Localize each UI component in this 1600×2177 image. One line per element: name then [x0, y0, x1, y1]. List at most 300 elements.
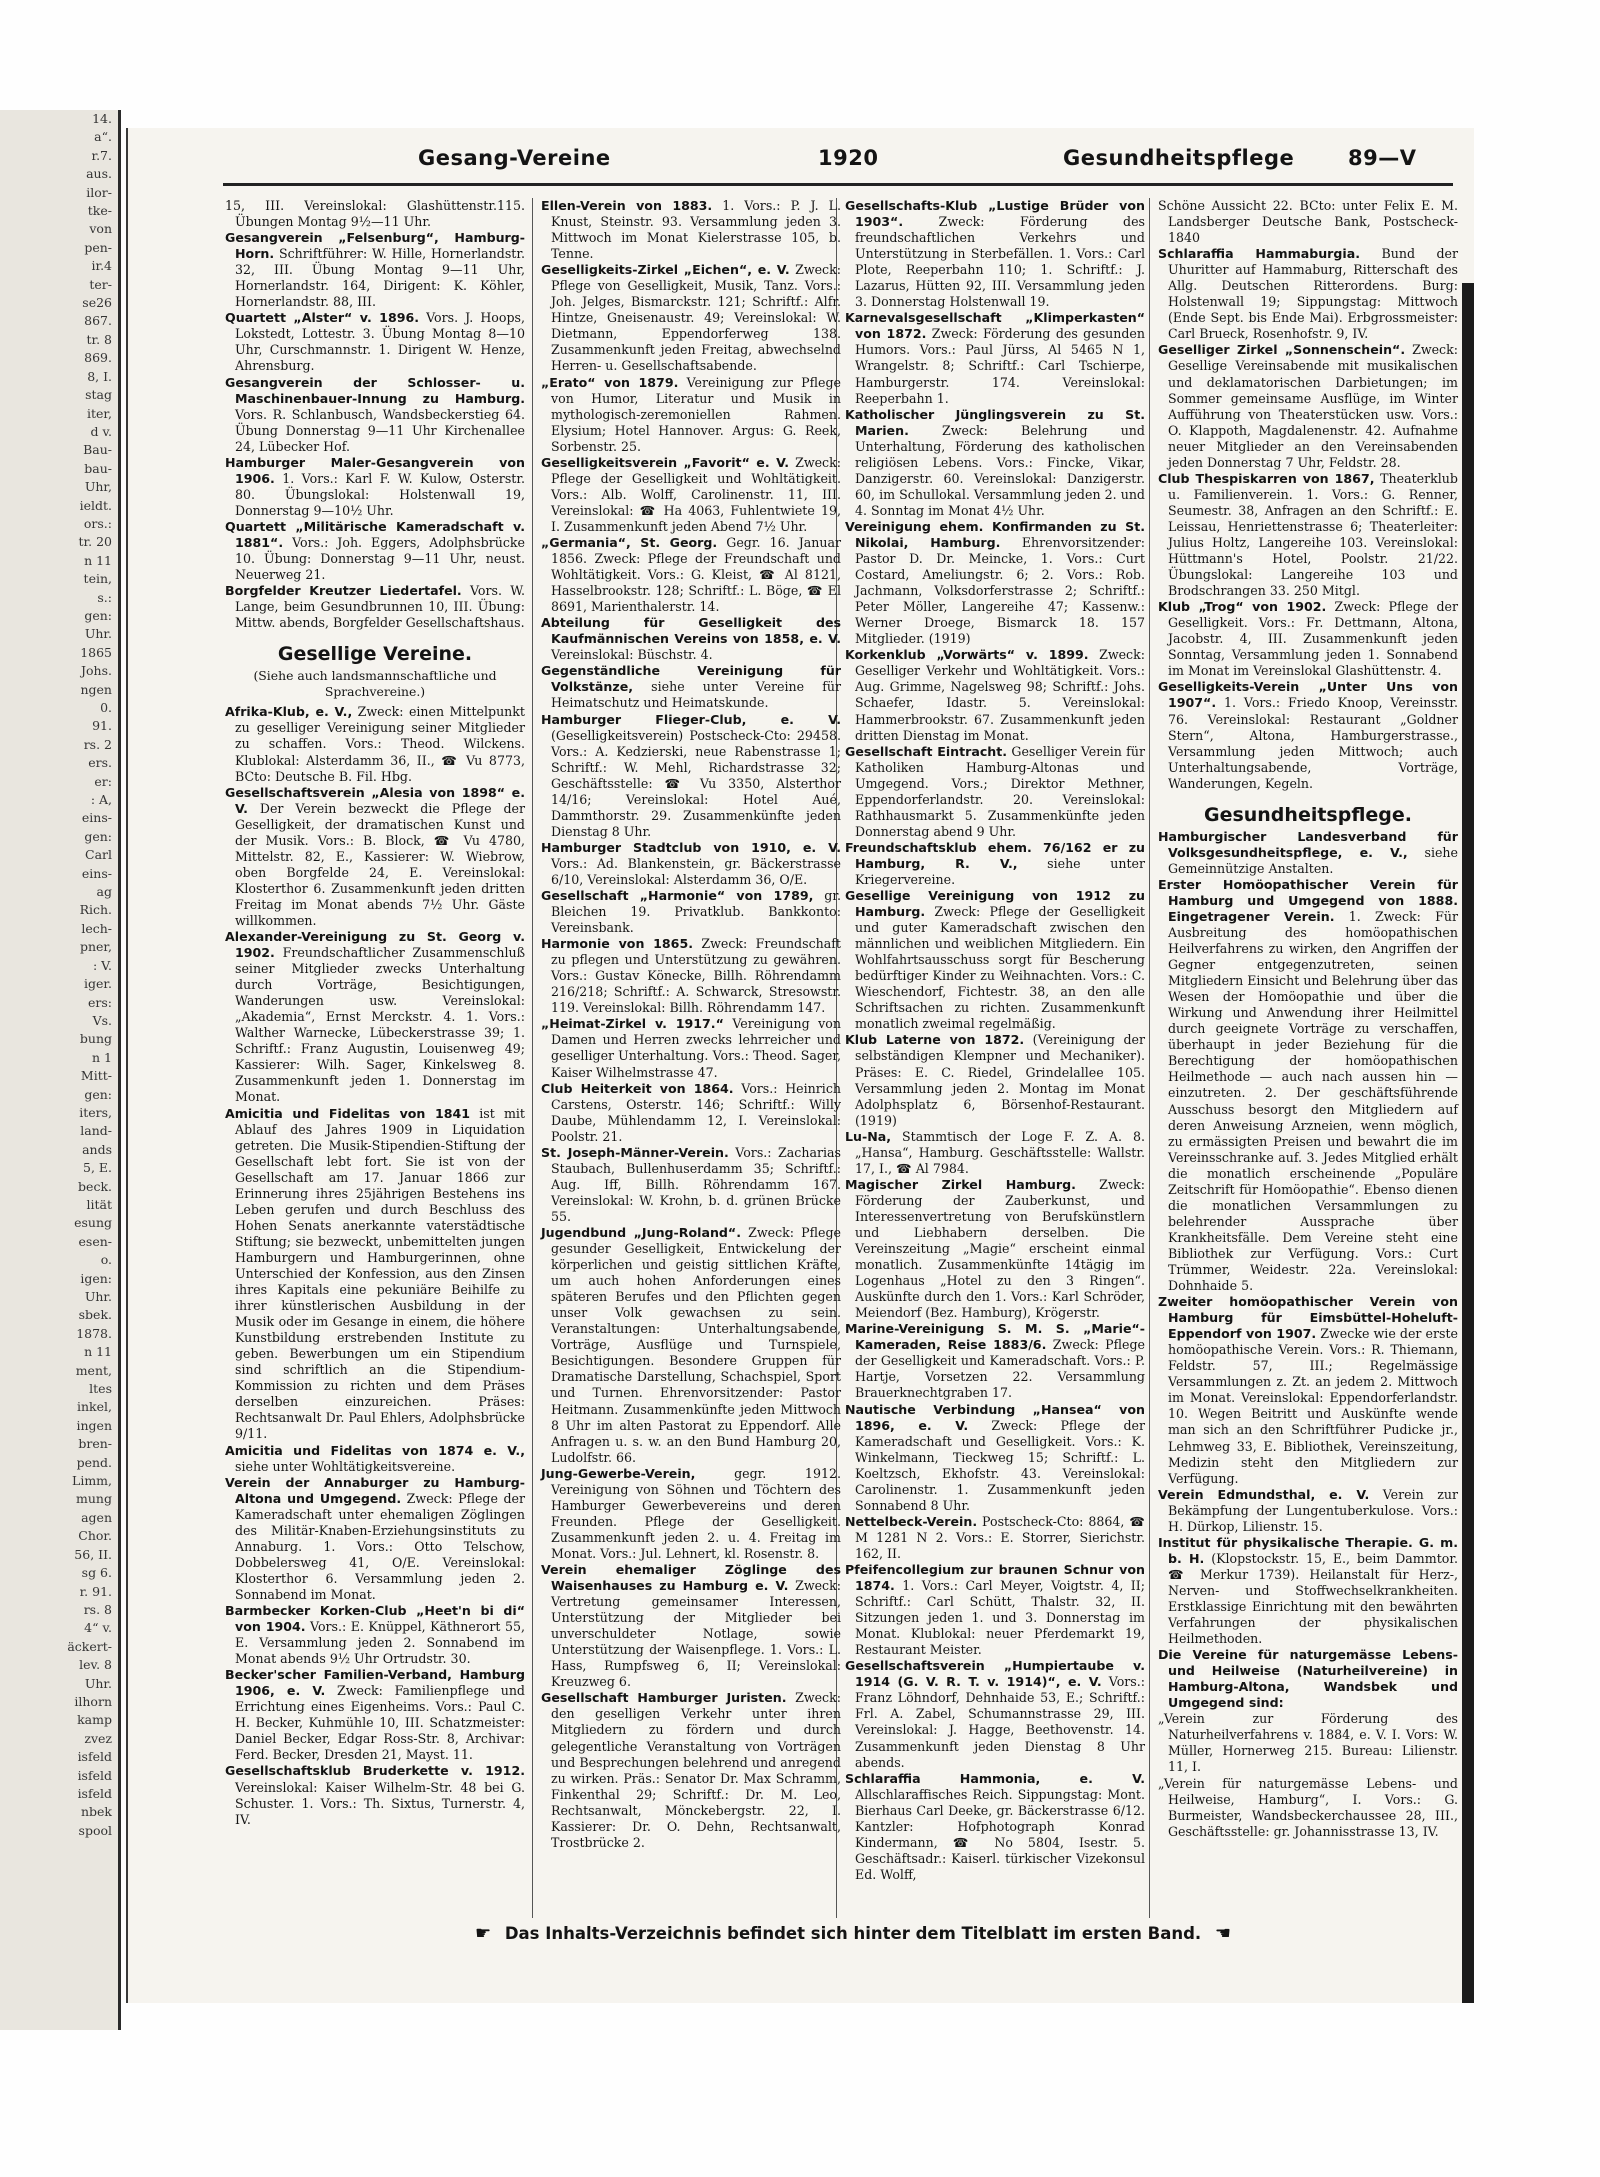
directory-entry	[225, 929, 525, 1106]
gutter-text-fragment: n 1	[92, 1049, 112, 1065]
entry-name: Geselligkeits-Zirkel „Eichen“, e. V.	[541, 262, 790, 278]
gutter-text-fragment: isfeld	[77, 1785, 112, 1801]
entry-text: Zweck: Gesellige Vereinsabende mit musikalischen und deklamatorischen Darbietungen; im Sommer gemeinsame Ausflüge, im Winter Aufführung von Theaterstücken usw. Vors.: O. Klappoth, Magdalenenstr. 42. Aufnahme neuer Mitglieder an den Vereinsabenden jeden Donnerstag 7 Uhr, Feldstr. 28.	[1168, 342, 1458, 470]
entry-text: Zweck: Pflege der Geselligkeit und guter Kameradschaft zwischen den männlichen und weiblichen Mitgliedern. Ein Wohlfahrtsausschuss sorgt für Bescherung bedürftiger Kinder zu Weihnachten. Vors.: C. Wieschendorf, Fichtestr. 38, an den alle Schriftsachen zu richten. Zusammenkunft monatlich zweimal regelmäßig.	[855, 904, 1145, 1032]
entry-name: Gesellschaftsklub Bruderkette v. 1912.	[225, 1763, 525, 1779]
gutter-text-fragment: agen	[81, 1509, 112, 1525]
entry-name: Amicitia und Fidelitas von 1874 e. V.,	[225, 1442, 525, 1458]
gutter-text-fragment: o.	[100, 1252, 112, 1268]
entry-text: Vereinslokal: Kaiser Wilhelm-Str. 48 bei G. Schuster. 1. Vors.: Th. Sixtus, Turnerstr. 4, IV.	[235, 1779, 525, 1827]
entry-name: Jugendbund „Jung-Roland“.	[541, 1225, 741, 1240]
directory-entry	[541, 375, 841, 455]
directory-entry	[541, 712, 841, 840]
directory-entry	[845, 1771, 1145, 1883]
entry-name: Gesellschafts-Klub „Lustige Brüder von 1903“.	[845, 198, 1145, 230]
directory-entry	[1158, 599, 1458, 679]
gutter-text-fragment: Limm,	[72, 1473, 112, 1489]
entry-name: Freundschaftsklub ehem. 76/162 er zu Hamburg, R. V.,	[845, 839, 1145, 871]
gutter-text-fragment: beck.	[78, 1178, 112, 1194]
page-header	[128, 146, 1458, 186]
entry-name: Hamburger Flieger-Club, e. V.	[541, 711, 841, 727]
entry-name: Borgfelder Kreutzer Liedertafel.	[225, 583, 462, 599]
gutter-text-fragment: Vs.	[92, 1012, 112, 1028]
entry-text: Vors. J. Hoops, Lokstedt, Lottestr. 3. Übung Montag 8—10 Uhr, Curschmannstr. 1. Dirigent W. Henze, Ahrensburg.	[235, 310, 526, 374]
gutter-text-fragment: gen:	[84, 607, 112, 623]
entry-name: Gesellschaft Hamburger Juristen.	[541, 1690, 787, 1706]
entry-name: Afrika-Klub, e. V.,	[225, 704, 353, 720]
gutter-text-fragment: lev. 8	[79, 1657, 112, 1673]
gutter-text-fragment: ngen	[80, 681, 112, 697]
gutter-text-fragment: 56, II.	[74, 1546, 112, 1562]
gutter-text-fragment: Johs.	[81, 663, 112, 679]
directory-entry	[845, 198, 1145, 310]
gutter-text-fragment: 8, I.	[87, 368, 112, 384]
gutter-text-fragment: bren-	[78, 1436, 112, 1452]
gutter-text-fragment: 5, E.	[83, 1160, 112, 1176]
directory-entry	[845, 1402, 1145, 1514]
directory-entry	[225, 1475, 525, 1603]
entry-name: Barmbecker Korken-Club „Heet'n bi di“ von 1904.	[225, 1602, 525, 1635]
directory-entry	[225, 519, 525, 583]
entry-text: Zwecke wie der erste homöopathische Verein. Vors.: R. Thiemann, Feldstr. 57, III.; Regelmässige Versammlungen z. Zt. an jedem 2. Mittwoch im Monat. Vereinslokal: Eppendorferlandstr. 10. Wegen Beitritt und Auskünfte wende man sich an den Schriftführer Pudicke jr., Lehmweg 33, E. Bibliothek, Vereinszeitung, Medizin steht den Mitgliedern zur Verfügung.	[1168, 1326, 1458, 1486]
entry-text: Vors.: Franz Löhndorf, Dehnhaide 53, E.; Schriftf.: Frl. A. Zabel, Schumannstrasse 29, III. Vereinslokal: J. Hagge, Beethovenstr. 14. Zusammenkunft jeden Dienstag 8 Uhr abends.	[855, 1674, 1145, 1770]
entry-text: gegr. 1912. Vereinigung von Söhnen und Töchtern des Hamburger Gewerbevereins und deren Freunden. Pflege der Geselligkeit. Zusammenkunft jeden 2. u. 4. Freitag im Monat. Vors.: Jul. Lehnert, kl. Rosenstr. 8.	[551, 1465, 841, 1561]
directory-entry	[845, 840, 1145, 888]
gutter-text-fragment: Carl	[85, 847, 112, 863]
gutter-text-fragment: äckert-	[67, 1638, 112, 1654]
gutter-text-fragment: s.:	[97, 589, 112, 605]
header-left-title: Gesang-Vereine	[418, 146, 611, 170]
gutter-text-fragment: esen-	[78, 1233, 112, 1249]
entry-text: Zweck: den geselligen Verkehr unter ihren Mitgliedern zu fördern und durch gelegentliche Veranstaltung von Vorträgen und Besprechungen belehrend und anregend zu wirken. Präs.: Senator Dr. Max Schramm, Finkenthal 29; Schriftf.: Dr. M. Leo, Rechtsanwalt, Mönckebergstr. 22, I. Kassierer: Dr. O. Dehn, Rechtsanwalt, Trostbrücke 2.	[551, 1690, 841, 1850]
gutter-text-fragment: spool	[78, 1822, 112, 1838]
gutter-text-fragment: tein,	[83, 571, 112, 587]
directory-entry	[541, 1016, 841, 1080]
directory-entry	[845, 647, 1145, 743]
directory-entry	[541, 840, 841, 888]
directory-entry	[541, 663, 841, 711]
gutter-text-fragment: nbek	[80, 1804, 112, 1820]
entry-name: Institut für physikalische Therapie. G. m. b. H.	[1158, 1534, 1458, 1566]
directory-entry	[845, 1658, 1145, 1770]
entry-text: Vereinigung von Damen und Herren zwecks lehrreicher und geselliger Unterhaltung. Vors.: Theod. Sager, Kaiser Wilhelmstrasse 47.	[551, 1016, 841, 1080]
directory-entry	[1158, 877, 1458, 1294]
directory-entry	[845, 1129, 1145, 1177]
entry-text: Zweck: Förderung des gesunden Humors. Vors.: Paul Jürss, Al 5465 N 1, Wrangelstr. 8; Schriftf.: Carl Tschierpe, Hamburgerstr. 174. Vereinslokal: Reeperbahn 1.	[855, 326, 1145, 406]
directory-entry	[845, 1032, 1145, 1128]
directory-entry	[845, 310, 1145, 406]
gutter-text-fragment: land-	[80, 1123, 112, 1139]
header-right-title: Gesundheitspflege	[1063, 146, 1295, 170]
entry-name: Katholischer Jünglingsverein zu St. Marien.	[845, 406, 1145, 438]
entry-text: Vors.: Zacharias Staubach, Bullenhuserdamm 35; Schriftf.: Aug. Iff, Billh. Röhrendamm 167. Vereinslokal: W. Krohn, b. d. grünen Brücke 55.	[551, 1144, 841, 1224]
entry-text: Zweck: Familienpflege und Errichtung eines Eigenheims. Vors.: Paul C. H. Becker, Kuhmühle 10, III. Schatzmeister: Daniel Becker, Edgar Ross-Str. 8, Archivar: Ferd. Becker, Dresden 21, Mayst. 11.	[235, 1683, 525, 1763]
gutter-text-fragment: stag	[85, 387, 112, 403]
gutter-text-fragment: 869.	[84, 350, 112, 366]
gutter-text-fragment: a“.	[94, 129, 112, 145]
entry-text: ist mit Ablauf des Jahres 1909 in Liquidation getreten. Die Musik-Stipendien-Stiftung der Gesellschaft lebt fort. Sie ist von der Gesellschaft am 17. Januar 1866 zur Erinnerung ihres 25jährigen Bestehens ins Leben gerufen und durch Beschluss des Hohen Senats anerkannte vaterstädtische Stiftung; sie bezweckt, unbemittelten jungen Hamburgern und Hamburgerinnen, ohne Unterschied der Konfession, aus den Zinsen ihres Kapitals eine pekuniäre Beihilfe zu ihrer künstlerischen Ausbildung in der Musik oder im Gesange in einem, die höhere Kunstbildung erstrebenden Institute zu geben. Bewerbungen um ein Stipendium sind schriftlich an die Stipendium-Kommission zu richten und dem Präses derselben einzureichen. Präses: Rechtsanwalt Dr. Paul Ehlers, Adolphsbrücke 9/11.	[235, 1105, 525, 1442]
directory-entry	[1158, 679, 1458, 791]
gutter-text-fragment: esung	[74, 1215, 112, 1231]
gutter-text-fragment: ers.	[88, 755, 112, 771]
col1-entries	[225, 198, 525, 631]
entry-text: Zweck: Pflege der Geselligkeit und Wohltätigkeit. Vors.: Alb. Wolff, Carolinenstr. 11, III. Vereinslokal: ☎ Ha 4063, Fuhlentwiete 19, I. Zusammenkunft jeden Abend 7½ Uhr.	[551, 454, 841, 534]
entry-name: Gesellschaftsverein „Humpiertaube v. 1914 (G. V. R. T. v. 1914)“, e. V.	[845, 1658, 1145, 1690]
entry-name: Klub Laterne von 1872.	[845, 1032, 1025, 1048]
gutter-text-fragment: iter,	[87, 405, 112, 421]
entry-text: Zweck: Pflege der Kameradschaft und Geselligkeit. Vors.: K. Winkelmann, Tieckweg 15; Schriftf.: L. Koeltzsch, Ekhofstr. 43. Vereinslokal: Carolinenstr. 1. Zusammenkunft jeden Sonnabend 8 Uhr.	[855, 1417, 1146, 1513]
directory-entry	[225, 230, 525, 310]
gutter-text-fragment: 14.	[92, 111, 112, 126]
gutter-text-fragment: eins-	[81, 810, 112, 826]
directory-entry	[541, 936, 841, 1016]
directory-entry	[541, 888, 841, 936]
gutter-text-fragment: n 11	[84, 552, 112, 568]
gutter-text-fragment: ment,	[75, 1362, 112, 1378]
entry-text: (Vereinigung der selbständigen Klempner und Mechaniker). Präses: E. C. Riedel, Grindelallee 105. Versammlung jeden 2. Montag im Monat Adolphsplatz 6, Börsenhof-Restaurant. (1919)	[855, 1032, 1145, 1128]
col3-entries	[845, 198, 1145, 1883]
entry-name: „Erato“ von 1879.	[541, 374, 679, 390]
gutter-text-fragment: Uhr,	[84, 479, 112, 495]
entry-name: Club Thespiskarren von 1867,	[1158, 470, 1375, 486]
gutter-text-fragment: Uhr.	[84, 626, 112, 642]
gutter-text-fragment: ieldt.	[79, 497, 112, 513]
entry-name: Gegenständliche Vereinigung für Volkstänze,	[541, 663, 841, 695]
directory-entry	[845, 519, 1145, 647]
gutter-text-fragment: lität	[86, 1196, 112, 1212]
directory-entry	[1158, 829, 1458, 877]
entry-name: Gesellschaft Eintracht.	[845, 743, 1008, 759]
directory-entry	[225, 583, 525, 631]
entry-name: Club Heiterkeit von 1864.	[541, 1080, 734, 1096]
gutter-text-fragment: ors.:	[83, 515, 112, 531]
directory-entry	[845, 744, 1145, 840]
gutter-text-fragment: gen:	[84, 828, 112, 844]
entry-name: Zweiter homöopathischer Verein von Hamburg für Eimsbüttel-Hoheluft-Eppendorf von 1907.	[1158, 1294, 1458, 1342]
entry-text: Vors.: Ad. Blankenstein, gr. Bäckerstrasse 6/10, Vereinslokal: Alsterdamm 36, O/E.	[551, 855, 841, 887]
directory-entry	[1158, 342, 1458, 470]
entry-text: Zweck: Förderung des freundschaftlichen Verkehrs und Unterstützung in Sterbefällen. 1. Vors.: Carl Plote, Reeperbahn 110; 1. Schriftf.: J. Lazarus, Hütten 92, III. Versammlung jeden 3. Donnerstag Holstenwall 19.	[855, 214, 1145, 310]
gutter-text-fragment: ter-	[89, 276, 112, 292]
entry-name: Nautische Verbindung „Hansea“ von 1896, e. V.	[845, 1401, 1145, 1433]
directory-entry	[541, 1466, 841, 1562]
col2-entries	[541, 198, 841, 1851]
entry-text: Zweck: Pflege gesunder Geselligkeit, Entwickelung der körperlichen und geistig sittlichen Kräfte, um auch hohen Anforderungen eines späteren Berufes und den Pflichten gegen unser Volk gewachsen zu sein. Veranstaltungen: Unterhaltungsabende, Vorträge, Ausflüge und Turnspiele, Besichtigungen. Besondere Gruppen für Dramatische Darstellung, Schachspiel, Sport und Turnen. Ehrenvorsitzender: Pastor Heitmann. Zusammenkünfte jeden Mittwoch 8 Uhr im alten Pastorat zu Eppendorf. Alle Anfragen u. s. w. an den Bund Hamburg 20, Ludolfstr. 66.	[551, 1225, 841, 1465]
pointing-hand-right-icon: ☛	[474, 1923, 492, 1944]
entry-name: „Germania“, St. Georg.	[541, 534, 718, 550]
directory-entry	[845, 888, 1145, 1032]
gutter-text-fragment: aus.	[86, 166, 112, 182]
directory-entry	[541, 262, 841, 374]
directory-entry	[225, 1763, 525, 1827]
entry-name: Karnevalsgesellschaft „Klimperkasten“ von 1872.	[845, 310, 1145, 342]
column-divider	[532, 198, 533, 1918]
entry-text: Der Verein bezweckt die Pflege der Geselligkeit, der dramatischen Kunst und der Musik. Vors.: B. Block, ☎ Vu 4780, Mittelstr. 82, E., Kassierer: W. Wiebrow, oben Borgfelde 24, E. Vereinslokal: Klosterthor 6. Zusammenkunft jeden dritten Freitag im Monat abends 7½ Uhr. Gäste willkommen.	[235, 800, 525, 928]
gutter-text-fragment: tr. 20	[78, 534, 112, 550]
entry-text: 1. Vors.: Carl Meyer, Voigtstr. 4, II; Schriftf.: Carl Schütt, Thalstr. 32, II. Sitzungen jeden 1. und 3. Donnerstag im Monat. Klublokal: neuer Pferdemarkt 19, Restaurant Meister.	[855, 1578, 1145, 1658]
gutter-text-fragment: r. 91.	[79, 1583, 112, 1599]
gutter-text-fragment: ag	[96, 884, 112, 900]
entry-name: Pfeifencollegium zur braunen Schnur von 1874.	[845, 1561, 1145, 1594]
header-year: 1920	[818, 146, 879, 170]
section-subtitle: (Siehe auch landsmannschaftliche und Sprachvereine.)	[253, 668, 497, 700]
entry-text: (Klopstockstr. 15, E., beim Dammtor. ☎ Merkur 1739). Heilanstalt für Herz-, Nerven- und Stoffwechselkrankheiten. Erstklassige Einrichtung mit den bewährten Verfahrungen der physikalischen Heilmethoden.	[1168, 1550, 1458, 1647]
gutter-text-fragment: 4“ v.	[84, 1620, 112, 1636]
directory-entry	[1158, 1294, 1458, 1487]
gutter-text-fragment: ands	[82, 1141, 112, 1157]
entry-name: Geselligkeits-Verein „Unter Uns von 1907“.	[1158, 679, 1458, 711]
gutter-text-fragment: 867.	[84, 313, 112, 329]
gutter-text-fragment: 1865	[80, 644, 112, 660]
directory-entry	[845, 407, 1145, 519]
directory-entry	[1158, 1647, 1458, 1711]
column-divider	[1149, 198, 1150, 1918]
entry-name: Gesangverein der Schlosser- u. Maschinenbauer-Innung zu Hamburg.	[225, 374, 525, 406]
entry-text: Zweck: Pflege der Geselligkeit. Vors.: Fr. Dettmann, Altona, Jacobstr. 4, III. Zusammenkunft jeden Sonntag, Versammlung jeden 1. Sonnabend im Monat im Vereinslokal Glashüttenstr. 4.	[1168, 599, 1458, 679]
entry-text: 1. Vors.: P. J. L. Knust, Steinstr. 93. Versammlung jeden 3. Mittwoch im Monat Kielerstrasse 105, b. Tenne.	[551, 198, 841, 262]
entry-name: Harmonie von 1865.	[541, 936, 693, 952]
entry-text: Vors.: Joh. Eggers, Adolphsbrücke 10. Übung: Donnerstag 9—11 Uhr, neust. Neuerweg 21.	[235, 534, 525, 583]
pointing-hand-left-icon: ☚	[1214, 1923, 1232, 1944]
directory-entry	[1158, 198, 1458, 246]
entry-name: Hamburger Maler-Gesangverein von 1906.	[225, 454, 525, 486]
entry-text: siehe unter Wohltätigkeitsvereine.	[235, 1458, 456, 1474]
gutter-text-fragment: 1878.	[76, 1325, 112, 1341]
entry-name: Die Vereine für naturgemässe Lebens- und Heilweise (Naturheilvereine) in Hamburg-Altona, Wandsbek und Umgegend sind:	[1158, 1647, 1458, 1711]
entry-text: Stammtisch der Loge F. Z. A. 8. „Hansa“, Hamburg. Geschäftsstelle: Wallstr. 17, I., ☎ Al 7984.	[855, 1128, 1145, 1176]
gutter-text-fragment: Mitt-	[80, 1068, 112, 1084]
gutter-text-fragment: kamp	[77, 1712, 112, 1728]
gutter-text-fragment: 91.	[92, 718, 112, 734]
directory-entry	[845, 1562, 1145, 1658]
gutter-text-fragment: pen-	[84, 239, 112, 255]
directory-entry	[1158, 1487, 1458, 1535]
gutter-text-fragment: pend.	[76, 1454, 112, 1470]
directory-entry	[541, 1225, 841, 1466]
entry-text: 15, III. Vereinslokal: Glashüttenstr.115. Übungen Montag 9½—11 Uhr.	[225, 198, 525, 230]
entry-text: Gegr. 16. Januar 1856. Zweck: Pflege der Freundschaft und Wohltätigkeit. Vors.: G. Kleist, ☎ Al 8121, Hasselbrookstr. 128; Schriftf.: L. Böge, ☎ El 8691, Marienthalerstr. 14.	[551, 534, 841, 615]
entry-name: „Heimat-Zirkel v. 1917.“	[541, 1016, 724, 1032]
footer-note	[353, 1923, 1353, 1944]
entry-name: Gesellschaftsverein „Alesia von 1898“ e. V.	[225, 784, 525, 816]
entry-name: Lu-Na,	[845, 1128, 892, 1144]
entry-text: Postscheck-Cto: 8864, ☎ M 1281 N 2. Vors.: E. Storrer, Sierichstr. 162, II.	[855, 1513, 1145, 1561]
gutter-text-fragment: ingen	[76, 1417, 112, 1433]
entry-name: Hamburgischer Landesverband für Volksgesundheitspflege, e. V.,	[1158, 828, 1458, 860]
col1-entries-2	[225, 704, 525, 1827]
entry-text: Zweck: Freundschaft zu pflegen und Unterstützung zu gewähren. Vors.: Gustav Könecke, Billh. Röhrendamm 216/218; Schriftf.: A. Schwarck, Stresowstr. 119. Vereinslokal: Billh. Röhrendamm 147.	[551, 936, 841, 1016]
gutter-text-fragment: rs. 8	[83, 1601, 112, 1617]
entry-text: Bund der Uhuritter auf Hammaburg, Ritterschaft des Allg. Deutschen Ritterordens. Burg: Holstenwall 19; Sippungstag: Mittwoch (Ende Sept. bis Ende Mai). Erbgrossmeister: Carl Brueck, Rosenhofstr. 9, IV.	[1168, 246, 1458, 342]
entry-name: Ellen-Verein von 1883.	[541, 198, 713, 213]
gutter-text-fragment: Uhr.	[84, 1289, 112, 1304]
entry-name: Erster Homöopathischer Verein für Hamburg und Umgegend von 1888. Eingetragener Verein.	[1158, 876, 1458, 924]
directory-entry	[541, 455, 841, 535]
column-4	[1158, 198, 1458, 1840]
entry-name: Verein der Annaburger zu Hamburg-Altona und Umgegend.	[225, 1474, 525, 1506]
entry-text: Theaterklub u. Familienverein. 1. Vors.: G. Renner, Seumestr. 38, Anfragen an den Schriftf.: E. Leissau, Henriettenstrasse 6; Theaterleiter: Julius Holtz, Langereihe 103. Vereinslokal: Hüttmann's Hotel, Poolstr. 21/22. Übungslokal: Langereihe 103 und Brodschrangen 33. 250 Mitgl.	[1168, 470, 1458, 599]
entry-text: Zweck: Vertretung gemeinsamer Interessen, Unterstützung der Mitglieder bei unverschuldeter Notlage, sowie Unterstützung der Waisenpflege. 1. Vors.: L. Hass, Rumpfsweg 6, II; Vereinslokal: Kreuzweg 6.	[551, 1578, 841, 1690]
entry-text: Vors. R. Schlanbusch, Wandsbeckerstieg 64. Übung Donnerstag 9—11 Uhr Kirchenallee 24, Lübecker Hof.	[235, 406, 525, 454]
entry-text: Vors. W. Lange, beim Gesundbrunnen 10, III. Übung: Mittw. abends, Borgfelder Gesellschaftshaus.	[235, 583, 525, 631]
directory-entry	[225, 198, 525, 230]
directory-entry	[225, 1603, 525, 1667]
entry-text: 1. Zweck: Für Ausbreitung des homöopathischen Heilverfahrens zu wirken, den Angriffen der Gegner entgegenzutreten, seinen Mitgliedern Einsicht und Belehrung über das Wesen der Homöopathie und über die Wirkung und Anwendung ihrer Heilmittel durch geeignete Vorträge zu verschaffen, überhaupt in jeder Beziehung für die Berechtigung der homöopathischen Heilmethode — auch nach aussen hin — einzutreten. 2. Der geschäftsführende Ausschuss besorgt den Mitgliedern auf deren Anweisung Arzneien, wenn möglich, zu ermässigten Preisen und bewahrt die im Vereinsschranke auf. 3. Jedes Mitglied erhält die monatlich erscheinende „Populäre Zeitschrift für Homöopathie“. Ebenso dienen die monatlichen Versammlungen zu belehrender Aussprache über Krankheitsfälle. Dem Vereine steht eine Bibliothek zur Verfügung. Vors.: Curt Trümmer, Weidestr. 22a. Vereinslokal: Dohnhaide 5.	[1168, 908, 1458, 1294]
directory-entry	[1158, 471, 1458, 599]
gutter-text-fragment: sg 6.	[81, 1565, 112, 1581]
entry-text: siehe unter Kriegervereine.	[855, 855, 1145, 887]
entry-name: Abteilung für Geselligkeit des Kaufmännischen Vereins von 1858, e. V.	[541, 615, 841, 647]
directory-entry	[541, 1081, 841, 1145]
gutter-text-fragment: ers:	[88, 994, 112, 1010]
directory-entry	[1158, 1711, 1458, 1775]
directory-entry	[845, 1514, 1145, 1562]
gutter-text-fragment: lech-	[81, 920, 112, 936]
gutter-text-fragment: Rich.	[79, 902, 112, 918]
gutter-text-fragment: gen:	[84, 1086, 112, 1102]
header-page-number: 89—V	[1348, 146, 1417, 170]
column-1	[225, 198, 525, 1828]
entry-name: Alexander-Vereinigung zu St. Georg v. 1902.	[225, 929, 525, 961]
column-3	[845, 198, 1145, 1883]
gutter-text-fragment: ltes	[89, 1381, 112, 1397]
entry-name: Gesangverein „Felsenburg“, Hamburg-Horn.	[225, 230, 525, 262]
gutter-text-fragment: d v.	[90, 423, 112, 439]
section-title-gesundheitspflege: Gesundheitspflege.	[1203, 803, 1413, 826]
gutter-text-fragment: ilhorn	[74, 1693, 112, 1709]
directory-entry	[1158, 1535, 1458, 1647]
directory-page	[126, 128, 1474, 2003]
directory-entry	[225, 1667, 525, 1763]
entry-name: Nettelbeck-Verein.	[845, 1513, 978, 1529]
section-title-gesellige-vereine: Gesellige Vereine.	[277, 643, 473, 666]
column-2	[541, 198, 841, 1851]
entry-name: Geselligkeitsverein „Favorit“ e. V.	[541, 454, 789, 470]
col4-entries	[1158, 198, 1458, 792]
entry-text: Zweck: Pflege von Geselligkeit, Musik, Tanz. Vors.: Joh. Jelges, Bismarckstr. 121; Schriftf.: Alfr. Hintze, Gneisenaustr. 49; Vereinslokal: W. Dietmann, Eppendorferweg 138. Zusammenkunft jeden Freitag, abwechselnd Herren- u. Gesellschaftsabende.	[551, 262, 841, 374]
directory-entry	[225, 455, 525, 519]
gutter-text-fragment: eins-	[81, 865, 112, 881]
entry-name: Klub „Trog“ von 1902.	[1158, 599, 1327, 615]
directory-entry	[225, 1443, 525, 1475]
entry-name: Amicitia und Fidelitas von 1841	[225, 1105, 471, 1121]
gutter-text-fragment: 0.	[100, 700, 112, 715]
entry-name: Vereinigung ehem. Konfirmanden zu St. Nikolai, Hamburg.	[845, 518, 1145, 550]
entry-name: Jung-Gewerbe-Verein,	[541, 1465, 696, 1481]
gutter-text-fragment: tr. 8	[86, 331, 112, 347]
entry-text: Verein zur Bekämpfung der Lungentuberkulose. Vors.: H. Dürkop, Lilienstr. 15.	[1168, 1486, 1458, 1534]
page-edge-shadow	[1462, 283, 1474, 2003]
directory-entry	[1158, 246, 1458, 342]
gutter-text-fragment: isfeld	[77, 1767, 112, 1783]
gutter-text-fragment: iger.	[84, 976, 112, 992]
entry-text: 1. Vors.: Friedo Knoop, Vereinsstr. 76. Vereinslokal: Restaurant „Goldner Stern“, Altona, Hamburgerstrasse., Versammlung jeden Mittwoch; auch Unterhaltungsabende, Vorträge, Wanderungen, Kegeln.	[1168, 695, 1458, 791]
directory-entry	[225, 785, 525, 929]
entry-name: Schlaraffia Hammaburgia.	[1158, 246, 1360, 262]
directory-entry	[225, 310, 525, 374]
entry-text: Zweck: Förderung der Zauberkunst, und Interessenvertretung von Berufskünstlern und Liebhabern derselben. Die Vereinszeitung „Magie“ erscheint einmal monatlich. Zusammenkünfte 14tägig im Logenhaus „Hotel zu den 3 Ringen“. Auskünfte durch den 1. Vors.: Karl Schröder, Meiendorf (Bez. Hamburg), Krögerstr.	[855, 1176, 1145, 1321]
col4-entries-2	[1158, 829, 1458, 1840]
entry-text: Vereinslokal: Büschstr. 4.	[551, 647, 713, 663]
gutter-text-fragment: mung	[76, 1491, 112, 1507]
entry-text: „Verein zur Förderung des Naturheilverfahrens v. 1884, e. V. I. Vors: W. Müller, Hornerweg 215. Bureau: Lilienstr. 11, I.	[1158, 1711, 1458, 1775]
gutter-text-fragment: ilor-	[86, 184, 112, 200]
gutter-text-fragment: Bau-	[83, 442, 112, 458]
gutter-text-fragment: se26	[82, 295, 112, 311]
directory-entry	[225, 704, 525, 784]
entry-text: Zweck: einen Mittelpunkt zu geselliger Vereinigung seiner Mitglieder zu schaffen. Vors.: Theod. Wilckens. Klublokal: Alsterdamm 36, II., ☎ Vu 8773, BCto: Deutsche B. Fil. Hbg.	[235, 704, 525, 784]
header-rule	[223, 183, 1453, 186]
entry-text: Zweck: Belehrung und Unterhaltung, Förderung des katholischen religiösen Lebens. Vors.: Fincke, Vikar, Danzigerstr. 60. Vereinslokal: Danzigerstr. 60, im Schullokal. Versammlung jeden 2. und 4. Sonntag im Monat 4½ Uhr.	[855, 422, 1145, 518]
gutter-text-fragment: Uhr.	[84, 1675, 112, 1691]
gutter-text-fragment: Chor.	[78, 1528, 112, 1544]
gutter-text-fragment: von	[89, 221, 112, 237]
gutter-text-fragment: : A,	[90, 792, 112, 808]
entry-text: (Geselligkeitsverein) Postscheck-Cto: 29458. Vors.: A. Kedzierski, neue Rabenstrasse 1; Schriftf.: W. Mehl, Richardstrasse 32; Geschäftsstelle: ☎ Vu 3350, Alsterthor 14/16; Vereinslokal: Hotel Aué, Dammthorstr. 29. Zusammenkünfte jeden Dienstag 8 Uhr.	[551, 727, 841, 839]
gutter-text-fragment: r.7.	[91, 147, 112, 163]
gutter-text-fragment: inkel,	[77, 1399, 112, 1415]
entry-name: Magischer Zirkel Hamburg.	[845, 1176, 1076, 1192]
gutter-text-fragment: bung	[79, 1031, 112, 1047]
entry-text: Vors.: Heinrich Carstens, Osterstr. 146; Schriftf.: Willy Daube, Mühlendamm 12, I. Vereinslokal: Poolstr. 21.	[551, 1080, 841, 1144]
entry-text: Geselliger Verein für Katholiken Hamburg-Altonas und Umgegend. Vors.; Direktor Methner, Eppendorferlandstr. 20. Vereinslokal: Rathhausmarkt 5. Zusammenkünfte jeden Donnerstag abend 9 Uhr.	[855, 743, 1145, 839]
entry-name: Hamburger Stadtclub von 1910, e. V.	[541, 839, 841, 855]
gutter-text-fragment: n 11	[84, 1344, 112, 1360]
entry-text: 1. Vors.: Karl F. W. Kulow, Osterstr. 80. Übungslokal: Holstenwall 19, Donnerstag 9—10½ Uhr.	[235, 470, 525, 518]
entry-text: „Verein für naturgemässe Lebens- und Heilweise, Hamburg“, I. Vors.: G. Burmeister, Wandsbeckerchaussee 28, III., Geschäftsstelle: gr. Johannisstrasse 13, IV.	[1158, 1775, 1458, 1839]
entry-name: Korkenklub „Vorwärts“ v. 1899.	[845, 647, 1089, 663]
directory-entry	[225, 375, 525, 455]
directory-entry	[541, 615, 841, 663]
entry-name: St. Joseph-Männer-Verein.	[541, 1144, 729, 1160]
entry-text: Zweck: Pflege der Geselligkeit und Kameradschaft. Vors.: P. Hartje, Vorsetzen 22. Versammlung Brauerknechtgraben 17.	[855, 1337, 1145, 1401]
entry-text: siehe unter Vereine für Heimatschutz und Heimatskunde.	[551, 679, 841, 711]
entry-name: Geselliger Zirkel „Sonnenschein“.	[1158, 342, 1406, 358]
gutter-text-fragment: ir.4	[91, 258, 112, 274]
entry-name: Gesellige Vereinigung von 1912 zu Hamburg.	[845, 888, 1145, 920]
entry-text: Vors.: E. Knüppel, Käthnerort 55, E. Versammlung jeden 2. Sonnabend im Monat abends 9½ Uhr Ortrudstr. 30.	[235, 1619, 525, 1667]
gutter-text-fragment: : V.	[92, 957, 112, 973]
entry-text: siehe Gemeinnützige Anstalten.	[1168, 844, 1458, 876]
gutter-text-fragment: er:	[94, 773, 112, 789]
directory-entry	[541, 1562, 841, 1690]
gutter-text-fragment: iters,	[79, 1104, 112, 1120]
entry-text: Schöne Aussicht 22. BCto: unter Felix E. M. Landsberger Deutsche Bank, Postscheck- 1840	[1158, 198, 1458, 246]
directory-entry	[1158, 1776, 1458, 1840]
entry-text: Allschlaraffisches Reich. Sippungstag: Mont. Bierhaus Carl Deeke, gr. Bäckerstrasse 6/12. Kantzler: Hofphotograph Konrad Kindermann, ☎ No 5804, Isestr. 5. Geschäftsadr.: Kaiserl. türkischer Vizekonsul Ed. Wolff,	[855, 1786, 1145, 1882]
directory-entry	[845, 1321, 1145, 1401]
gutter-text-fragment: bau-	[84, 460, 112, 476]
directory-entry	[225, 1106, 525, 1443]
gutter-text-fragment: isfeld	[77, 1749, 112, 1765]
entry-name: Verein Edmundsthal, e. V.	[1158, 1486, 1370, 1502]
entry-name: Verein ehemaliger Zöglinge des Waisenhauses zu Hamburg e. V.	[541, 1561, 841, 1594]
entry-name: Quartett „Alster“ v. 1896.	[225, 310, 420, 326]
gutter-text-fragment: sbek.	[78, 1307, 112, 1323]
directory-entry	[541, 1690, 841, 1850]
gutter-text-fragment: zvez	[84, 1730, 112, 1746]
entry-text: Zweck: Pflege der Kameradschaft unter ehemaligen Zöglingen des Militär-Knaben-Erziehungsinstituts zu Annaburg. 1. Vors.: Otto Telschow, Dobbelersweg 41, O/E. Vereinslokal: Klosterthor 6. Versammlung jeden 2. Sonnabend im Monat.	[235, 1490, 525, 1602]
entry-name: Gesellschaft „Harmonie“ von 1789,	[541, 888, 814, 904]
gutter-text-fragment: tke-	[87, 203, 112, 219]
footer-text: Das Inhalts-Verzeichnis befindet sich hinter dem Titelblatt im ersten Band.	[504, 1924, 1202, 1943]
entry-text: Schriftführer: W. Hille, Hornerlandstr. 32, III. Übung Montag 9—11 Uhr, Hornerlandstr. 164, Dirigent: K. Köhler, Hornerlandstr. 88, III.	[235, 246, 525, 310]
gutter-text-fragment: pner,	[79, 939, 112, 955]
entry-text: gr. Bleichen 19. Privatklub. Bankkonto: Vereinsbank.	[551, 888, 841, 936]
gutter-text-fragment: rs. 2	[83, 736, 112, 752]
left-page-gutter	[0, 110, 121, 2030]
entry-name: Marine-Vereinigung S. M. S. „Marie“-Kameraden, Reise 1883/6.	[845, 1321, 1145, 1353]
